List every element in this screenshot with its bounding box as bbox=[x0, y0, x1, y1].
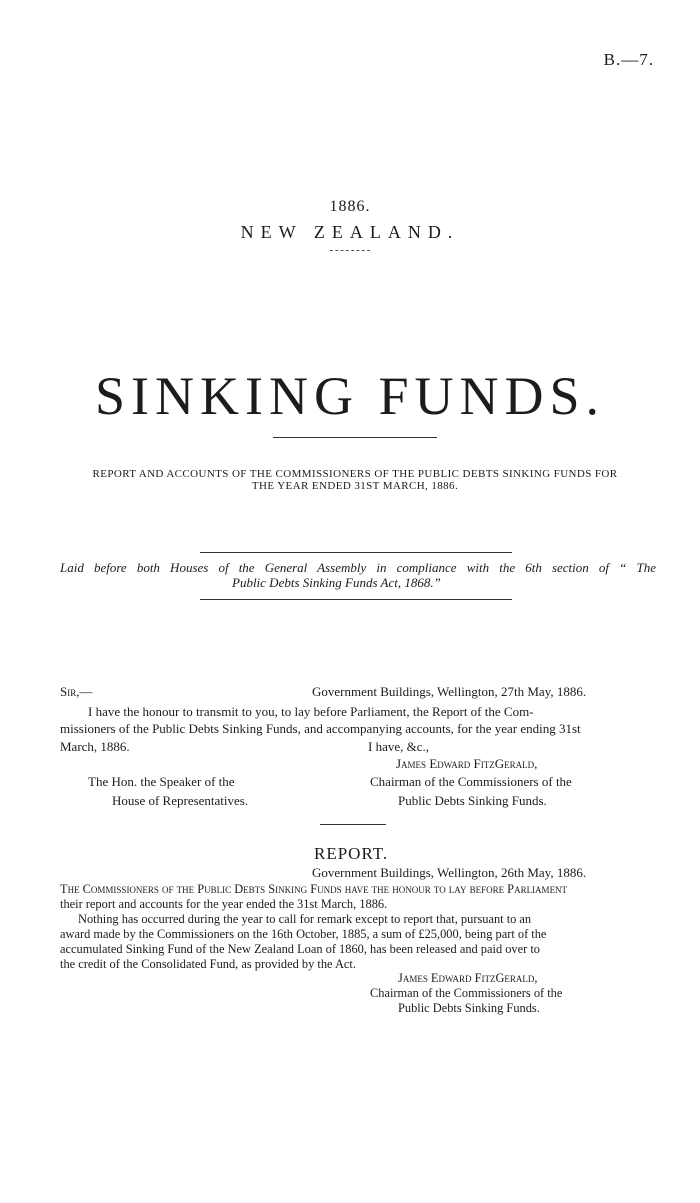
letter-recipient-2: House of Representatives. bbox=[112, 793, 249, 808]
letter-body-line-2: missioners of the Public Debts Sinking Funds, and accompanying accounts, for the year ending 31st bbox=[60, 721, 581, 736]
report-address: Government Buildings, Wellington, 26th May, 1886. bbox=[312, 865, 587, 880]
report-heading: REPORT. bbox=[314, 844, 389, 863]
report-signatory-title-2: Public Debts Sinking Funds. bbox=[398, 1001, 540, 1015]
laid-bottom-rule bbox=[200, 599, 512, 600]
letter-body-line-1: I have the honour to transmit to you, to lay before Parliament, the Report of the Com- bbox=[88, 704, 534, 719]
letter-recipient-1: The Hon. the Speaker of the bbox=[88, 774, 235, 789]
letter-salutation: Sir,— bbox=[60, 684, 93, 699]
document-subtitle bbox=[60, 468, 650, 492]
document-reference: B.—7. bbox=[603, 50, 654, 69]
laid-line-1: Laid before both Houses of the General Assembly in compliance with the 6th section of “ The bbox=[60, 560, 656, 575]
letter-signatory: James Edward FitzGerald, bbox=[396, 756, 538, 771]
title-divider bbox=[273, 437, 437, 438]
laid-line-2: Public Debts Sinking Funds Act, 1868.” bbox=[232, 575, 441, 590]
laid-before-notice bbox=[60, 560, 656, 590]
report-para1-line-2: their report and accounts for the year ended the 31st March, 1886. bbox=[60, 897, 388, 911]
short-divider bbox=[330, 250, 370, 251]
report-para2-line-4: the credit of the Consolidated Fund, as provided by the Act. bbox=[60, 957, 356, 971]
report-para2-line-3: accumulated Sinking Fund of the New Zealand Loan of 1860, has been released and paid over to bbox=[60, 942, 540, 956]
country-heading: NEW ZEALAND. bbox=[240, 222, 460, 242]
letter-address: Government Buildings, Wellington, 27th May, 1886. bbox=[312, 684, 587, 699]
letter-body-line-3: March, 1886. bbox=[60, 739, 130, 754]
laid-top-rule bbox=[200, 552, 512, 553]
subtitle-line-2: THE YEAR ENDED 31ST MARCH, 1886. bbox=[251, 480, 459, 492]
report-para2-line-1: Nothing has occurred during the year to call for remark except to report that, pursuant to an bbox=[78, 912, 532, 926]
report-para1-text: The Commissioners of the Public Debts Sinking Funds have the honour to lay before Parliament bbox=[60, 882, 568, 896]
letter-signatory-title-2: Public Debts Sinking Funds. bbox=[398, 793, 547, 808]
report-para2-line-2: award made by the Commissioners on the 16th October, 1885, a sum of £25,000, being part of the bbox=[60, 927, 547, 941]
subtitle-line-1: REPORT AND ACCOUNTS OF THE COMMISSIONERS OF THE PUBLIC DEBTS SINKING FUNDS FOR bbox=[92, 468, 618, 480]
report-para1-line-1 bbox=[60, 882, 567, 896]
report-signatory-title-1: Chairman of the Commissioners of the bbox=[370, 986, 563, 1000]
letter-signatory-title-1: Chairman of the Commissioners of the bbox=[370, 774, 572, 789]
report-signatory: James Edward FitzGerald, bbox=[398, 971, 538, 985]
document-year: 1886. bbox=[329, 198, 371, 215]
letter-closing: I have, &c., bbox=[368, 739, 430, 754]
document-title: SINKING FUNDS. bbox=[94, 366, 606, 426]
section-divider bbox=[320, 824, 386, 825]
